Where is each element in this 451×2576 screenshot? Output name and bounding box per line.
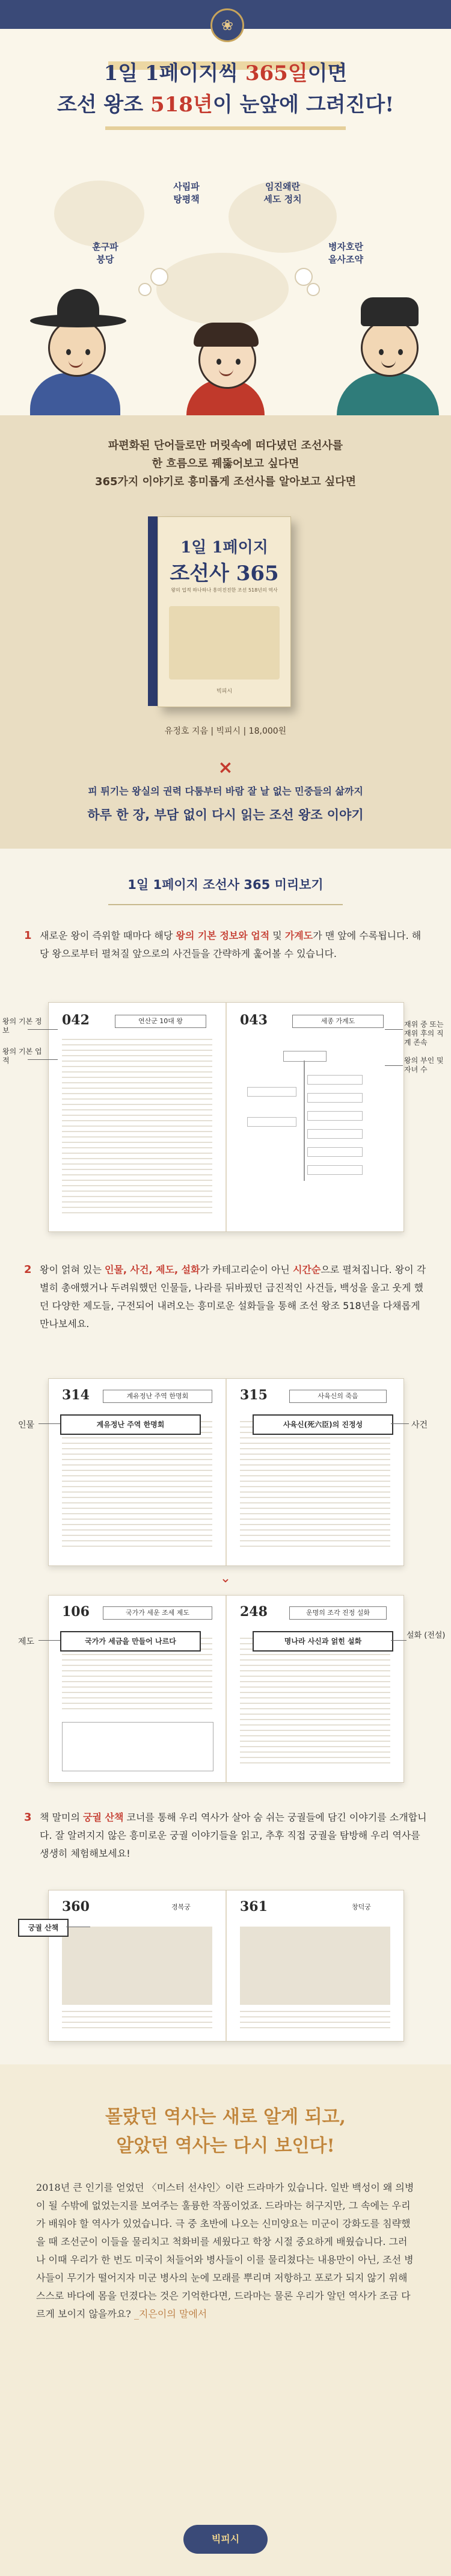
scholar-illustration: [24, 283, 132, 415]
keyword-imjin: 임진왜란 세도 정치: [263, 181, 302, 205]
cover-title-line2: 조선사 365: [170, 562, 279, 586]
callout-king-info: 왕의 기본 정보: [2, 1017, 42, 1035]
callout-line: [385, 1065, 403, 1066]
spread-1: [48, 1002, 404, 1232]
text-lines: [240, 2011, 390, 2033]
text-lines: [62, 1421, 212, 1551]
ending-body: 2018년 큰 인기를 얻었던 〈미스터 선샤인〉이란 드라마가 있습니다. 일반 백성이 왜 의병이 될 수밖에 없었는지를 보여주는 훌륭한 작품이었죠. 드라마는 허구지만, 그 속에는 우리가 배워야 할 역사가 있었습니다. 극 중 초반에 나오는 신미양요는 미군이 강화도를 침략했을 때 조선군이 이들을 물리치고 척화비를 세웠다고 학창 시절 중요하게 배웠습니다. 그러나 이때 우리가 한 번도 미국이 처들어와 병사들이 이를 물리쳤다는 내용만이 아닌, 조선 병사들이 무기가 떨어지자 미군 병사의 눈에 모래를 뿌리며 저항하고 포로가 되지 않기 위해 스스로 바다에 몸을 던졌다는 것은 기억한다면, 드라마는 물론 우리가 알던 역사가 조금 다르게 보이지 않을까요? _지은이의 말에서: [36, 2182, 414, 2320]
cover-publisher: 빅피시: [216, 689, 233, 695]
palace-photo: [62, 1927, 212, 2005]
ending-title: 몰랐던 역사는 새로 알게 되고, 알았던 역사는 다시 보인다!: [105, 2107, 346, 2156]
preview-section: [0, 849, 451, 2064]
preview-title: 1일 1페이지 조선사 365 미리보기: [127, 878, 324, 892]
palace-photo: [240, 1927, 390, 2005]
book-caption: 파편화된 단어들로만 머릿속에 떠다녔던 조선사를 한 흐름으로 꿰뚫어보고 싶다면 365가지 이야기로 흥미롭게 조선사를 알아보고 싶다면: [94, 439, 357, 488]
divider-cross: ×: [218, 757, 233, 778]
cover-title-line1: 1일 1페이지: [180, 539, 268, 557]
callout-line: [28, 1059, 58, 1060]
preview-title-line: [108, 904, 343, 905]
page-number: 106: [62, 1604, 90, 1620]
page-title: 연산군 10대 왕: [115, 1015, 206, 1028]
callout-line: [38, 1423, 60, 1424]
label-person: 인물: [18, 1420, 35, 1430]
callout-line: [391, 1423, 409, 1424]
signature: _지은이의 말에서: [133, 2308, 207, 2320]
text-lines: [62, 2011, 212, 2033]
page-title: 운명의 조각 진정 설화: [289, 1606, 387, 1620]
label-palace-walk: 궁궐 산책: [18, 1919, 69, 1937]
text-lines: [240, 1421, 390, 1551]
page-number: 315: [240, 1387, 268, 1403]
thought-bubble: [307, 283, 320, 296]
publisher-logo: 빅피시: [183, 2525, 268, 2554]
highlight-system: 국가가 세금을 만들어 나르다: [60, 1631, 201, 1652]
step-2: 2 왕이 얽혀 있는 인물, 사건, 제도, 설화가 카테고리순이 아닌 시간순으로 펼쳐집니다. 왕이 각별히 총애했거나 두려워했던 인물들, 나라를 뒤바꿨던 급진적인 사건들, 백성을 울고 웃게 했던 다양한 제도들, 구전되어 내려오는 흥미로운 설화들을 통해 조선 왕조 518년을 다채롭게 만나보세요.: [24, 1263, 426, 1330]
label-event: 사건: [411, 1420, 428, 1430]
cover-illustration: [169, 606, 280, 680]
book-cover: [158, 516, 291, 707]
page-title: 계유정난 주역 한명회: [103, 1390, 212, 1403]
title-underline: [105, 126, 346, 130]
callout-king-achievement: 왕의 기본 업적: [2, 1047, 42, 1065]
page-title: 세종 가계도: [292, 1015, 384, 1028]
cloud-shape: [54, 181, 144, 247]
highlight-person: 계유정난 주역 한명회: [60, 1414, 201, 1435]
text-lines: [240, 1638, 390, 1768]
cover-subtitle: 왕의 업적 하나하나 흥미진진한 조선 518년의 역사: [171, 587, 278, 593]
step-3: 3 책 말미의 궁궐 산책 코너를 통해 우리 역사가 살아 숨 쉬는 궁궐들에 담긴 이야기를 소개합니다. 잘 알려지지 않은 흥미로운 궁궐 이야기들을 읽고, 추후 직접 궁궐을 탐방해 우리 역사를 생생히 체험해보세요!: [24, 1811, 427, 1859]
spread-3: [48, 1595, 404, 1783]
thought-bubble: [295, 268, 313, 286]
page-title: 국가가 세운 조세 제도: [103, 1606, 212, 1620]
page-number: 042: [62, 1012, 90, 1028]
keyword-hungupa: 훈구파 붕당: [92, 241, 118, 265]
page-number: 360: [62, 1899, 90, 1915]
callout-spouses: 왕의 부인 및 자녀 수: [404, 1056, 444, 1074]
page-number: 248: [240, 1604, 268, 1620]
page-title: 창덕궁: [352, 1903, 371, 1911]
page-title: 사육신의 죽음: [289, 1390, 387, 1403]
page-number: 361: [240, 1899, 268, 1915]
callout-ancestors: 재위 중 또는 재위 후의 직계 존속: [404, 1020, 444, 1047]
callout-line: [38, 1640, 60, 1641]
highlight-event: 사육신(死六臣)의 진정성: [253, 1414, 393, 1435]
spread-4: [48, 1890, 404, 2042]
label-legend: 설화 (전설): [407, 1631, 446, 1640]
ending-section: [0, 2064, 451, 2576]
text-lines: [62, 1039, 212, 1218]
official-illustration: [337, 283, 439, 415]
table-figure: [62, 1722, 213, 1771]
step-1: 1 새로운 왕이 즉위할 때마다 해당 왕의 기본 정보와 업적 및 가계도가 맨 앞에 수록됩니다. 해당 왕으로부터 펼쳐질 앞으로의 사건들을 간략하게 훑어볼 수 있습니다.: [24, 929, 422, 959]
thought-bubble: [150, 268, 168, 286]
highlight-legend: 명나라 사신과 얽힌 설화: [253, 1631, 393, 1652]
thought-bubble: [138, 283, 152, 296]
keyword-sarimpa: 사림파 탕평책: [173, 181, 200, 205]
page-title: 경복궁: [171, 1903, 191, 1911]
divider-mark: ⌄: [219, 1571, 232, 1586]
page-number: 043: [240, 1012, 268, 1028]
tagline-1: 피 튀기는 왕실의 권력 다툼부터 바람 잘 날 없는 민중들의 삶까지: [88, 785, 363, 797]
spread-2: [48, 1378, 404, 1566]
girl-illustration: [174, 313, 277, 415]
keyword-byeongja: 병자호란 을사조약: [328, 241, 363, 265]
label-system: 제도: [18, 1637, 35, 1647]
tagline-2: 하루 한 장, 부담 없이 다시 읽는 조선 왕조 이야기: [87, 808, 364, 822]
callout-line: [28, 1029, 58, 1030]
callout-line: [385, 1029, 403, 1030]
flower-emblem-icon: ❀: [210, 8, 244, 42]
hero-section: [0, 0, 451, 415]
book-meta: 유정호 지음 | 빅피시 | 18,000원: [164, 726, 287, 736]
hero-title: 1일 1페이지씩 365일이면 조선 왕조 518년이 눈앞에 그려진다!: [57, 61, 394, 117]
page-number: 314: [62, 1387, 90, 1403]
callout-line: [391, 1640, 407, 1641]
book-section: [0, 415, 451, 849]
family-tree: [247, 1051, 385, 1195]
